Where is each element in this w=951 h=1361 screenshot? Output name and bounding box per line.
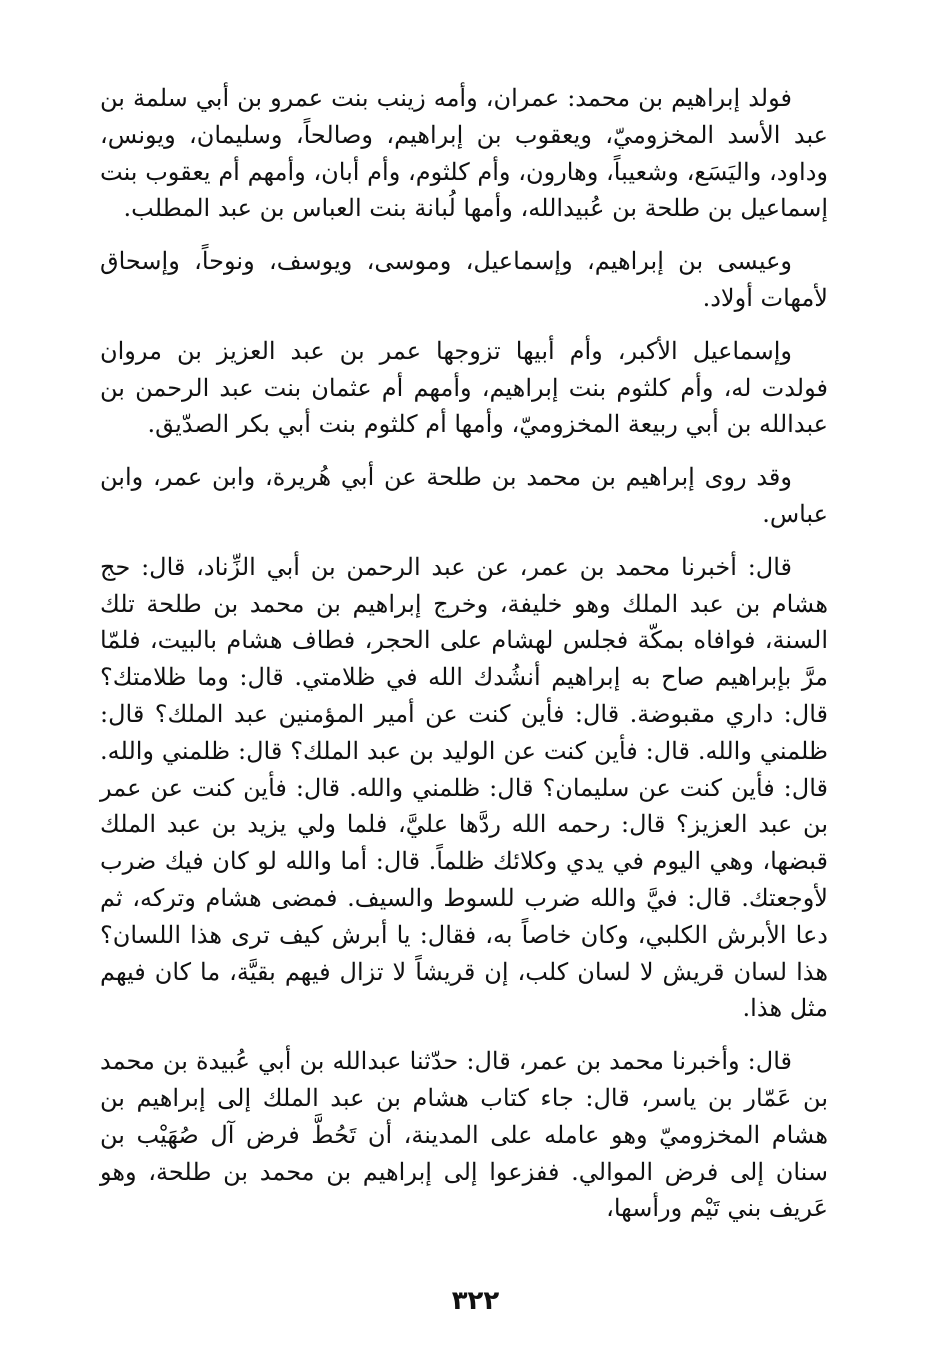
paragraph-2: وعيسى بن إبراهيم، وإسماعيل، وموسى، ويوسف، ونوحاً، وإسحاق لأمهات أولاد.: [100, 247, 828, 312]
paragraph-5: قال: أخبرنا محمد بن عمر، عن عبد الرحمن بن أبي الزِّناد، قال: حج هشام بن عبد الملك وهو خليفة، وخرج إبراهيم بن محمد بن طلحة تلك السنة، فوافاه بمكّة فجلس لهشام على الحجر، فطاف هشام بالبيت، فلمّا مرَّ بإبراهيم صاح به إبراهيم أنشُدك الله في ظلامتي. قال: وما ظلامتك؟ قال: داري مقبوضة. قال: فأين كنت عن أمير المؤمنين عبد الملك؟ قال: ظلمني والله. قال: فأين كنت عن الوليد بن عبد الملك؟ قال: ظلمني والله. قال: فأين كنت عن سليمان؟ قال: ظلمني والله. قال: فأين كنت عن عمر بن عبد العزيز؟ قال: رحمه الله ردَّها عليَّ، فلما ولي يزيد بن عبد الملك قبضها، وهي اليوم في يدي وكلائك ظلماً. قال: أما والله لو كان فيك ضرب لأوجعتك. قال: فيَّ والله ضرب للسوط والسيف. فمضى هشام وتركه، ثم دعا الأبرش الكلبي، وكان خاصاً به، فقال: يا أبرش كيف ترى هذا اللسان؟ هذا لسان قريش لا لسان كلب، إن قريشاً لا تزال فيهم بقيَّة، ما كان فيهم مثل هذا.: [100, 552, 829, 1023]
paragraph-6: قال: وأخبرنا محمد بن عمر، قال: حدّثنا عبدالله بن أبي عُبيدة بن محمد بن عَمّار بن ياسر، قال: جاء كتاب هشام بن عبد الملك إلى إبراهيم بن هشام المخزوميّ وهو عامله على المدينة، أن تَحُطَّ فرض آل صُهَيْب بن سنان إلى فرض الموالي. ففزعوا إلى إبراهيم بن محمد بن طلحة، وهو عَريف بني تَيْم ورأسها،: [100, 1047, 828, 1223]
page-number: ٣٢٢: [451, 1286, 500, 1316]
paragraph-4: وقد روى إبراهيم بن محمد بن طلحة عن أبي هُريرة، وابن عمر، وابن عباس.: [100, 463, 828, 528]
paragraph-1: فولد إبراهيم بن محمد: عمران، وأمه زينب بنت عمرو بن أبي سلمة بن عبد الأسد المخزوميّ، ويعقوب بن إبراهيم، وصالحاً، وسليمان، ويونس، وداود، واليَسَع، وشعيباً، وهارون، وأم كلثوم، وأم أبان، وأمهم أم يعقوب بنت إسماعيل بن طلحة بن عُبيدالله، وأمها لُبانة بنت العباس بن عبد المطلب.: [100, 84, 828, 223]
paragraph-3: وإسماعيل الأكبر، وأم أبيها تزوجها عمر بن عبد العزيز بن مروان فولدت له، وأم كلثوم بنت إبراهيم، وأمهم أم عثمان بنت عبد الرحمن بن عبدالله بن أبي ربيعة المخزوميّ، وأمها أم كلثوم بنت أبي بكر الصدّيق.: [100, 336, 828, 439]
body-text: [100, 80, 828, 1227]
